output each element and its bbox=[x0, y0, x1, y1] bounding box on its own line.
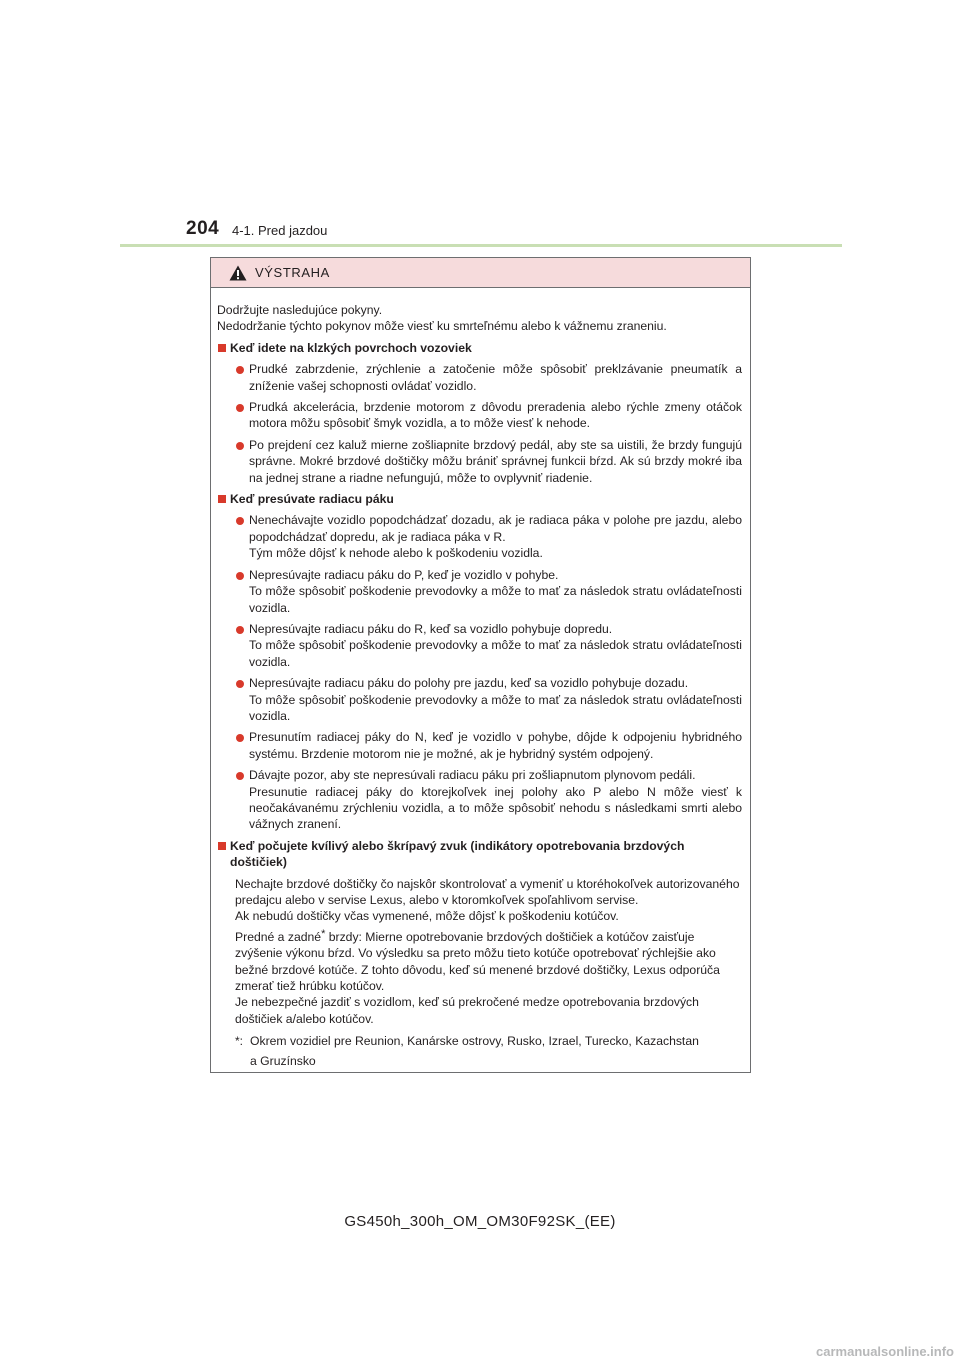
footnote-mark: *: bbox=[235, 1034, 244, 1049]
bullet-item bbox=[217, 767, 742, 833]
section-title: 4-1. Pred jazdou bbox=[232, 223, 328, 238]
warning-box bbox=[210, 257, 751, 1073]
bullet-item bbox=[217, 361, 742, 394]
heading-text: Keď počujete kvílivý alebo škrípavý zvuk (indikátory opotrebovania brzdových doštičiek) bbox=[230, 838, 685, 870]
footer-code: GS450h_300h_OM_OM30F92SK_(EE) bbox=[344, 1213, 616, 1230]
intro-line: Dodržujte nasledujúce pokyny. bbox=[217, 303, 383, 317]
warning-header bbox=[211, 258, 750, 288]
round-bullet-icon bbox=[236, 734, 244, 742]
square-bullet-icon bbox=[218, 495, 226, 503]
watermark: carmanualsonline.info bbox=[816, 1344, 954, 1358]
round-bullet-icon bbox=[236, 772, 244, 780]
bullet-text: Nepresúvajte radiacu páku do polohy pre jazdu, keď sa vozidlo pohybuje dozadu. bbox=[249, 676, 689, 691]
bullet-item bbox=[217, 567, 742, 616]
bullet-item bbox=[217, 621, 742, 670]
asterisk-mark: * bbox=[321, 927, 326, 940]
bullet-item bbox=[217, 399, 742, 432]
page-number: 204 bbox=[186, 218, 220, 239]
heading-text: Keď idete na klzkých povrchoch vozoviek bbox=[230, 340, 472, 355]
footnote bbox=[217, 1031, 742, 1071]
bullet-item bbox=[217, 675, 742, 724]
footnote-text: Okrem vozidiel pre Reunion, Kanárske ostrovy, Rusko, Izrael, Turecko, Kazachstan bbox=[250, 1034, 699, 1049]
heading-slippery-roads bbox=[217, 340, 742, 356]
bullet-text: Po prejdení cez kaluž mierne zošliapnite brzdový pedál, aby ste sa uistili, že brzdy fungujú správne. Mokré brzdové doštičky môžu brániť správnej funkcii bŕzd. Ak sú brzdy mokré iba na jednej strane a riadne nefungujú, môže to ovplyvniť riadenie. bbox=[249, 437, 742, 485]
bullet-text: Tým môže dôjsť k nehode alebo k poškodeniu vozidla. bbox=[249, 546, 543, 561]
footnote-text: a Gruzínsko bbox=[250, 1054, 316, 1069]
header-rule bbox=[120, 244, 842, 247]
round-bullet-icon bbox=[236, 680, 244, 688]
paragraph-lead: Predné a zadné bbox=[235, 929, 322, 944]
bullet-text: Nepresúvajte radiacu páku do R, keď sa vozidlo pohybuje dopredu. bbox=[249, 621, 613, 636]
paragraph-text: Nechajte brzdové doštičky čo najskôr skontrolovať a vymeniť u ktoréhokoľvek autorizovaného predajcu alebo v servise Lexus, alebo v ktoromkoľvek spoľahlivom servise. bbox=[235, 876, 740, 907]
warning-title: VÝSTRAHA bbox=[255, 265, 330, 280]
paragraph-text: Ak nebudú doštičky včas vymenené, môže dôjsť k poškodeniu kotúčov. bbox=[235, 909, 619, 924]
round-bullet-icon bbox=[236, 366, 244, 374]
heading-brake-squeal bbox=[217, 838, 742, 871]
warning-triangle-icon bbox=[229, 265, 247, 281]
square-bullet-icon bbox=[218, 842, 226, 850]
bullet-text: Dávajte pozor, aby ste nepresúvali radiacu páku pri zošliapnutom plynovom pedáli. bbox=[249, 768, 696, 783]
bullet-text: Nepresúvajte radiacu páku do P, keď je vozidlo v pohybe. bbox=[249, 567, 559, 582]
round-bullet-icon bbox=[236, 442, 244, 450]
bullet-text: Presunutím radiacej páky do N, keď je vozidlo v pohybe, dôjde k odpojeniu hybridného systému. Brzdenie motorom nie je možné, ak je hybridný systém odpojený. bbox=[249, 730, 742, 761]
bullet-text: To môže spôsobiť poškodenie prevodovky a môže to mať za následok stratu ovládateľnosti vozidla. bbox=[249, 692, 742, 723]
intro-line: Nedodržanie týchto pokynov môže viesť ku smrteľnému alebo k vážnemu zraneniu. bbox=[217, 319, 667, 334]
bullet-text: Presunutie radiacej páky do ktorejkoľvek inej polohy ako P alebo N môže viesť k neočakávanému zrýchleniu vozidla, a to môže spôsobiť nehodu s následkami smrti alebo vážnych zranení. bbox=[249, 784, 742, 832]
paragraph-rest: brzdy: Mierne opotrebovanie brzdových doštičiek a kotúčov zaisťuje zvýšenie výkonu bŕzd. Vo výsledku sa preto môžu tieto kotúče opotrebovať rýchlejšie ako bežné brzdové kotúče. Z tohto dôvodu, keď sú menené brzdové doštičky, Lexus odporúča zmerať tiež hrúbku kotúčov. bbox=[235, 929, 720, 994]
square-bullet-icon bbox=[218, 344, 226, 352]
bullet-text: Nenechávajte vozidlo popodchádzať dozadu, ak je radiaca páka v polohe pre jazdu, alebo popodchádzať dopredu, ak je radiaca páka v R. bbox=[249, 513, 742, 544]
bullet-text: To môže spôsobiť poškodenie prevodovky a môže to mať za následok stratu ovládateľnosti vozidla. bbox=[249, 638, 742, 669]
round-bullet-icon bbox=[236, 626, 244, 634]
bullet-text: Prudká akcelerácia, brzdenie motorom z dôvodu preradenia alebo rýchle zmeny otáčok motora môžu spôsobiť šmyk vozidla, a to môže viesť k nehode. bbox=[249, 400, 742, 431]
paragraph-text bbox=[235, 929, 742, 995]
round-bullet-icon bbox=[236, 572, 244, 580]
paragraph bbox=[217, 876, 742, 925]
heading-shift-lever bbox=[217, 491, 742, 507]
paragraph-text: Je nebezpečné jazdiť s vozidlom, keď sú prekročené medze opotrebovania brzdových doštičiek a/alebo kotúčov. bbox=[235, 995, 699, 1026]
bullet-text: To môže spôsobiť poškodenie prevodovky a môže to mať za následok stratu ovládateľnosti vozidla. bbox=[249, 584, 742, 615]
bullet-item bbox=[217, 512, 742, 561]
bullet-item bbox=[217, 729, 742, 762]
round-bullet-icon bbox=[236, 404, 244, 412]
paragraph bbox=[217, 929, 742, 1027]
bullet-text: Prudké zabrzdenie, zrýchlenie a zatočenie môže spôsobiť preklzávanie pneumatík a zníženie vašej schopnosti ovládať vozidlo. bbox=[249, 362, 742, 393]
warning-body bbox=[211, 288, 750, 1071]
heading-text: Keď presúvate radiacu páku bbox=[230, 492, 394, 507]
round-bullet-icon bbox=[236, 517, 244, 525]
warning-intro bbox=[217, 302, 742, 335]
bullet-item bbox=[217, 437, 742, 486]
